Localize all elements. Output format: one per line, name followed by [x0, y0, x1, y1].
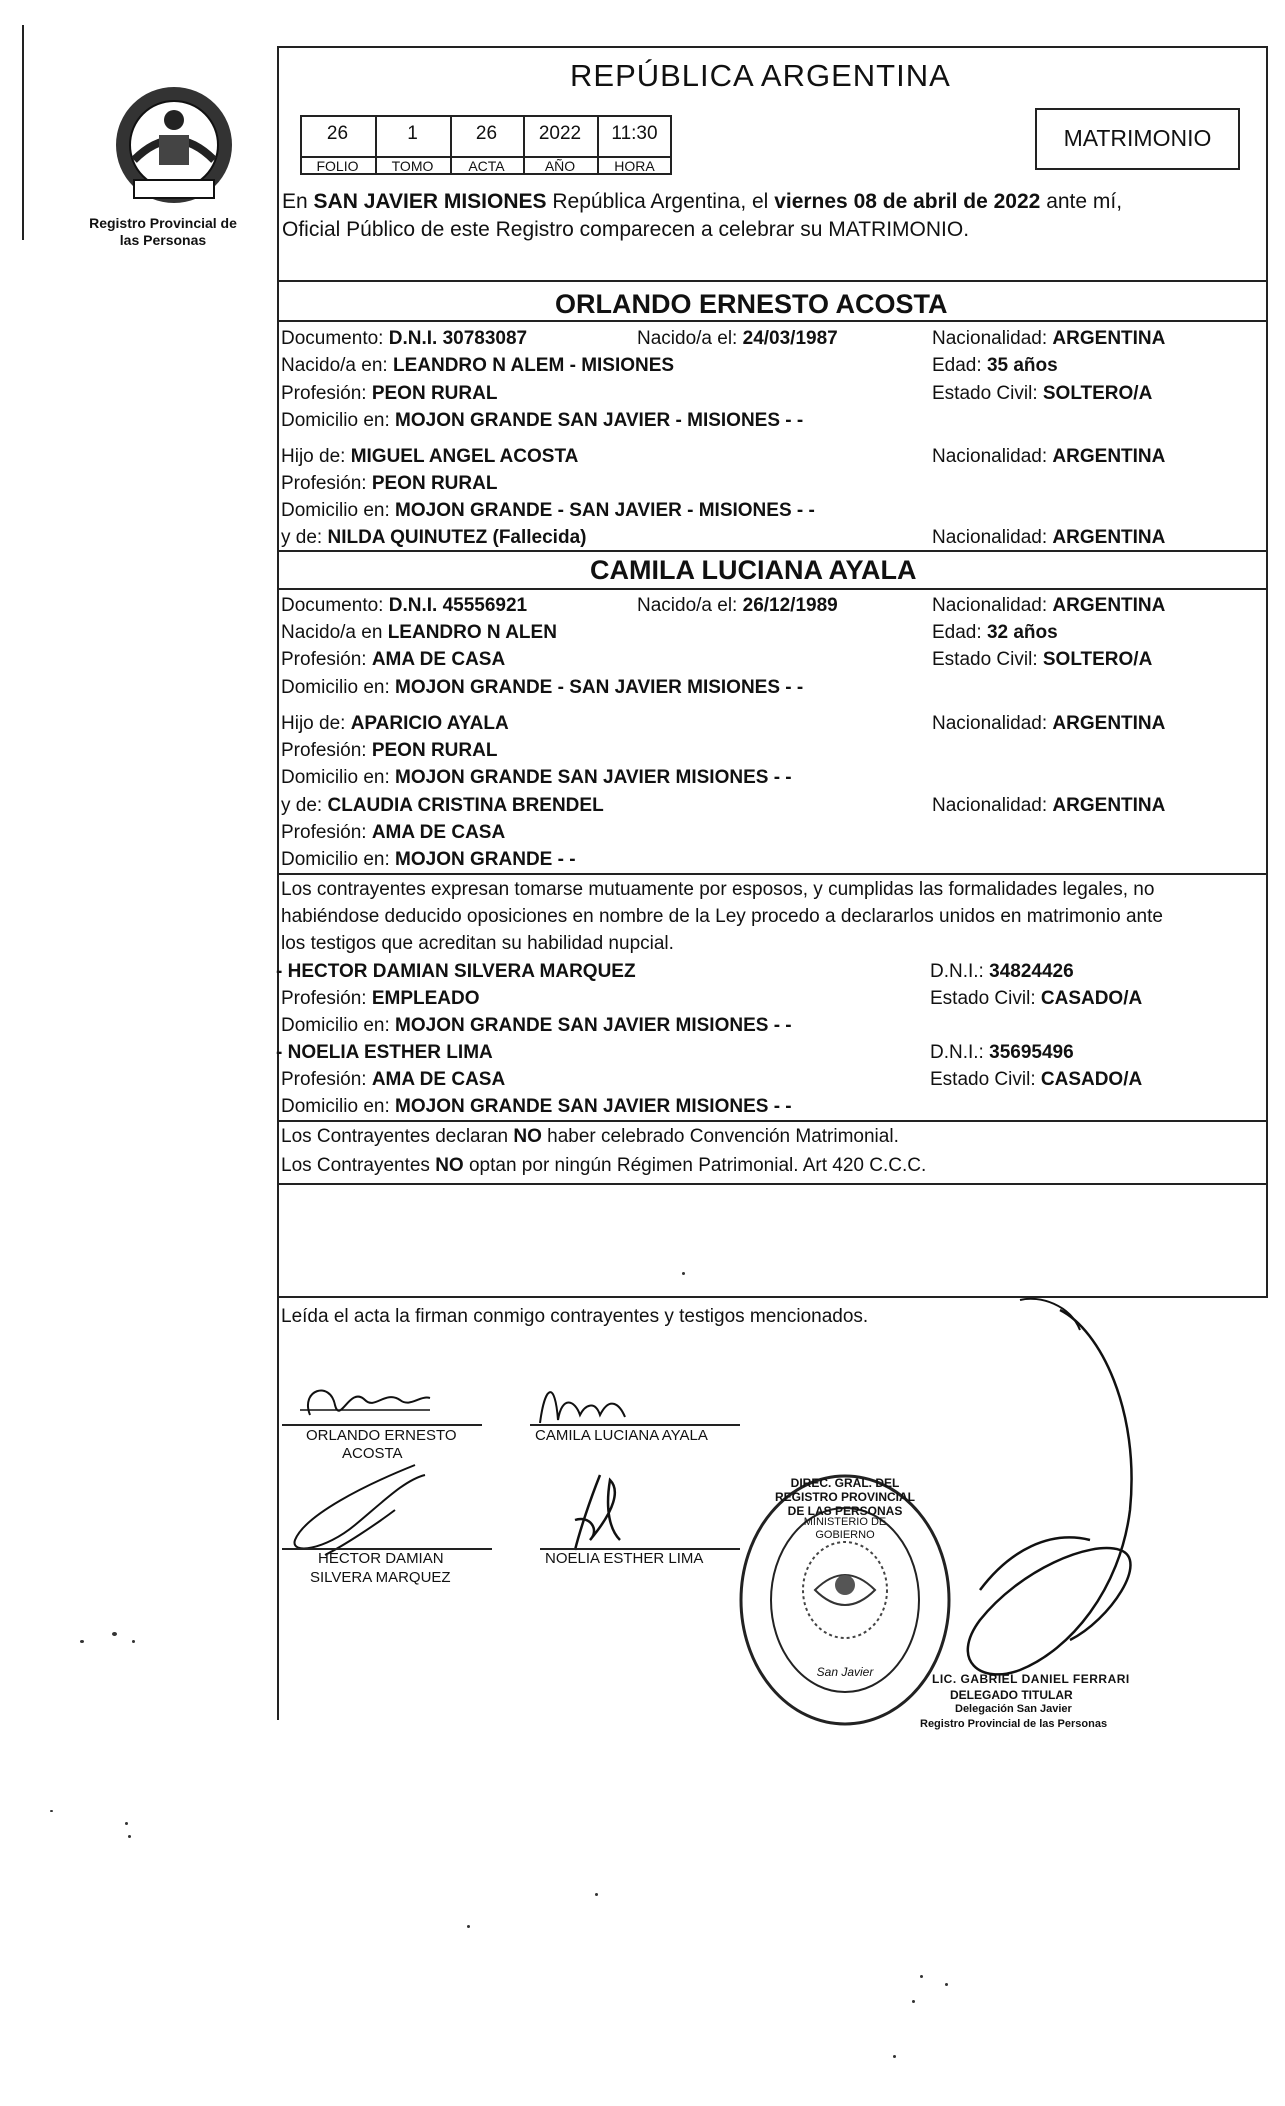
- officer-office: Delegación San Javier: [955, 1703, 1072, 1715]
- scan-speck: [920, 1975, 923, 1978]
- record-acta-value: 26: [475, 123, 498, 144]
- person1-father: Hijo de: MIGUEL ANGEL ACOSTA: [281, 446, 579, 467]
- seal-ring-text: DIREC. GRAL. DEL REGISTRO PROVINCIAL DE LAS PERSONAS: [774, 1476, 915, 1518]
- person2-father: Hijo de: APARICIO AYALA: [281, 713, 509, 734]
- signature-4-scribble: [560, 1470, 640, 1560]
- officer-name: LIC. GABRIEL DANIEL FERRARI: [932, 1672, 1130, 1686]
- signature-line: [530, 1424, 740, 1426]
- scan-speck: [945, 1983, 948, 1986]
- scan-speck: [80, 1640, 84, 1643]
- intro-line-1: En SAN JAVIER MISIONES República Argentina, el viernes 08 de abril de 2022 ante mí,: [282, 190, 1123, 213]
- signature-3-name-line-1: HECTOR DAMIAN: [318, 1550, 444, 1567]
- person1-age: Edad: 35 años: [932, 355, 1058, 376]
- scan-speck: [50, 1810, 53, 1812]
- person1-address: Domicilio en: MOJON GRANDE SAN JAVIER - MISIONES - -: [281, 410, 804, 431]
- record-acta-label: ACTA: [468, 158, 505, 174]
- logo-caption: Registro Provincial de las Personas: [89, 215, 237, 248]
- witness1-civil-status: Estado Civil: CASADO/A: [930, 988, 1143, 1009]
- declaration-line-1: Los contrayentes expresan tomarse mutuamente por esposos, y cumplidas las formalidades legales, no: [281, 879, 1155, 900]
- frame-left-border: [277, 48, 279, 1720]
- frame-right-border: [1266, 48, 1268, 1298]
- person2-mother-address: Domicilio en: MOJON GRANDE - -: [281, 849, 576, 870]
- signature-2-name: CAMILA LUCIANA AYALA: [535, 1427, 708, 1444]
- signature-3-name-line-2: SILVERA MARQUEZ: [310, 1569, 451, 1586]
- scan-speck: [595, 1893, 598, 1896]
- intro-line-2: Oficial Público de este Registro comparecen a celebrar su MATRIMONIO.: [282, 218, 970, 241]
- signature-1-name-line-2: ACOSTA: [342, 1445, 403, 1462]
- regime-line-2: Los Contrayentes NO optan por ningún Régimen Patrimonial. Art 420 C.C.C.: [281, 1155, 927, 1176]
- witness2-profession: Profesión: AMA DE CASA: [281, 1069, 506, 1090]
- person1-father-address: Domicilio en: MOJON GRANDE - SAN JAVIER - MISIONES - -: [281, 500, 815, 521]
- regime-line-1: Los Contrayentes declaran NO haber celebrado Convención Matrimonial.: [281, 1126, 899, 1147]
- document-title: REPÚBLICA ARGENTINA: [570, 58, 951, 93]
- section-rule: [277, 1183, 1268, 1185]
- province-logo: [104, 80, 244, 210]
- section-rule: [277, 550, 1268, 552]
- record-hour-value: 11:30: [611, 123, 658, 144]
- section-rule: [277, 873, 1268, 875]
- record-folio-value: 26: [326, 123, 349, 144]
- witness2-civil-status: Estado Civil: CASADO/A: [930, 1069, 1143, 1090]
- witness1-dni: D.N.I.: 34824426: [930, 961, 1074, 982]
- declaration-line-3: los testigos que acreditan su habilidad nupcial.: [281, 933, 674, 954]
- person2-civil-status: Estado Civil: SOLTERO/A: [932, 649, 1153, 670]
- province-seal-icon: [104, 80, 244, 210]
- person2-name: CAMILA LUCIANA AYALA: [590, 555, 917, 585]
- person2-profession: Profesión: AMA DE CASA: [281, 649, 506, 670]
- record-hour-label: HORA: [614, 158, 655, 174]
- witness1-address: Domicilio en: MOJON GRANDE SAN JAVIER MISIONES - -: [281, 1015, 792, 1036]
- record-tomo-label: TOMO: [391, 158, 434, 174]
- person2-father-address: Domicilio en: MOJON GRANDE SAN JAVIER MISIONES - -: [281, 767, 792, 788]
- scan-speck: [125, 1822, 128, 1825]
- person2-mother-nationality: Nacionalidad: ARGENTINA: [932, 795, 1166, 816]
- person2-age: Edad: 32 años: [932, 622, 1058, 643]
- signature-line: [282, 1424, 482, 1426]
- closing-statement: Leída el acta la firman conmigo contrayentes y testigos mencionados.: [281, 1306, 869, 1327]
- scan-speck: [132, 1640, 135, 1643]
- section-rule: [277, 1120, 1268, 1122]
- witness1-name: - HECTOR DAMIAN SILVERA MARQUEZ: [276, 961, 636, 982]
- scan-speck: [112, 1632, 117, 1636]
- person1-name: ORLANDO ERNESTO ACOSTA: [555, 289, 948, 319]
- person1-civil-status: Estado Civil: SOLTERO/A: [932, 383, 1153, 404]
- left-margin-rule: [22, 25, 24, 240]
- person1-birth-place: Nacido/a en: LEANDRO N ALEM - MISIONES: [281, 355, 675, 376]
- record-folio-label: FOLIO: [316, 158, 359, 174]
- person2-mother-profession: Profesión: AMA DE CASA: [281, 822, 506, 843]
- scan-speck: [912, 2000, 915, 2003]
- section-rule: [277, 320, 1268, 322]
- signature-2-scribble: [530, 1375, 670, 1430]
- witness2-dni: D.N.I.: 35695496: [930, 1042, 1074, 1063]
- person2-born-date: Nacido/a el: 26/12/1989: [637, 595, 838, 616]
- person1-mother: y de: NILDA QUINUTEZ (Fallecida): [281, 527, 587, 548]
- person2-father-nationality: Nacionalidad: ARGENTINA: [932, 713, 1166, 734]
- witness2-address: Domicilio en: MOJON GRANDE SAN JAVIER MISIONES - -: [281, 1096, 792, 1117]
- seal-inner-text: MINISTERIO DE GOBIERNO: [803, 1516, 887, 1541]
- person1-nationality: Nacionalidad: ARGENTINA: [932, 328, 1166, 349]
- record-year-value: 2022: [538, 123, 582, 144]
- person1-mother-nationality: Nacionalidad: ARGENTINA: [932, 527, 1166, 548]
- officer-role: DELEGADO TITULAR: [950, 1688, 1073, 1702]
- officer-signature-scribble: [920, 1290, 1220, 1710]
- person1-father-profession: Profesión: PEON RURAL: [281, 473, 498, 494]
- person1-born-date: Nacido/a el: 24/03/1987: [637, 328, 838, 349]
- record-year-label: AÑO: [544, 158, 576, 174]
- person1-father-nationality: Nacionalidad: ARGENTINA: [932, 446, 1166, 467]
- signature-1-scribble: [290, 1370, 440, 1430]
- officer-registry: Registro Provincial de las Personas: [920, 1718, 1108, 1730]
- scan-speck: [128, 1835, 131, 1838]
- person2-birth-place: Nacido/a en LEANDRO N ALEN: [281, 622, 557, 643]
- person1-document: Documento: D.N.I. 30783087: [281, 328, 528, 349]
- witness1-profession: Profesión: EMPLEADO: [281, 988, 480, 1009]
- person2-address: Domicilio en: MOJON GRANDE - SAN JAVIER MISIONES - -: [281, 677, 804, 698]
- person2-father-profession: Profesión: PEON RURAL: [281, 740, 498, 761]
- scan-speck: [467, 1925, 470, 1928]
- section-rule: [277, 280, 1268, 282]
- person1-profession: Profesión: PEON RURAL: [281, 383, 498, 404]
- record-tomo-value: 1: [407, 123, 418, 144]
- signature-1-name-line-1: ORLANDO ERNESTO: [306, 1427, 457, 1444]
- person2-nationality: Nacionalidad: ARGENTINA: [932, 595, 1166, 616]
- scan-speck: [682, 1272, 685, 1275]
- signature-4-name: NOELIA ESTHER LIMA: [545, 1550, 704, 1567]
- person2-document: Documento: D.N.I. 45556921: [281, 595, 528, 616]
- section-rule: [277, 588, 1268, 590]
- person2-mother: y de: CLAUDIA CRISTINA BRENDEL: [281, 795, 604, 816]
- act-type-label: MATRIMONIO: [1063, 125, 1212, 151]
- scan-speck: [893, 2055, 896, 2058]
- seal-bottom-text: San Javier: [816, 1665, 874, 1679]
- witness2-name: - NOELIA ESTHER LIMA: [276, 1042, 493, 1063]
- declaration-line-2: habiéndose deducido oposiciones en nombre de la Ley procedo a declararlos unidos en matrimonio ante: [281, 906, 1163, 927]
- frame-top-border: [277, 46, 1268, 48]
